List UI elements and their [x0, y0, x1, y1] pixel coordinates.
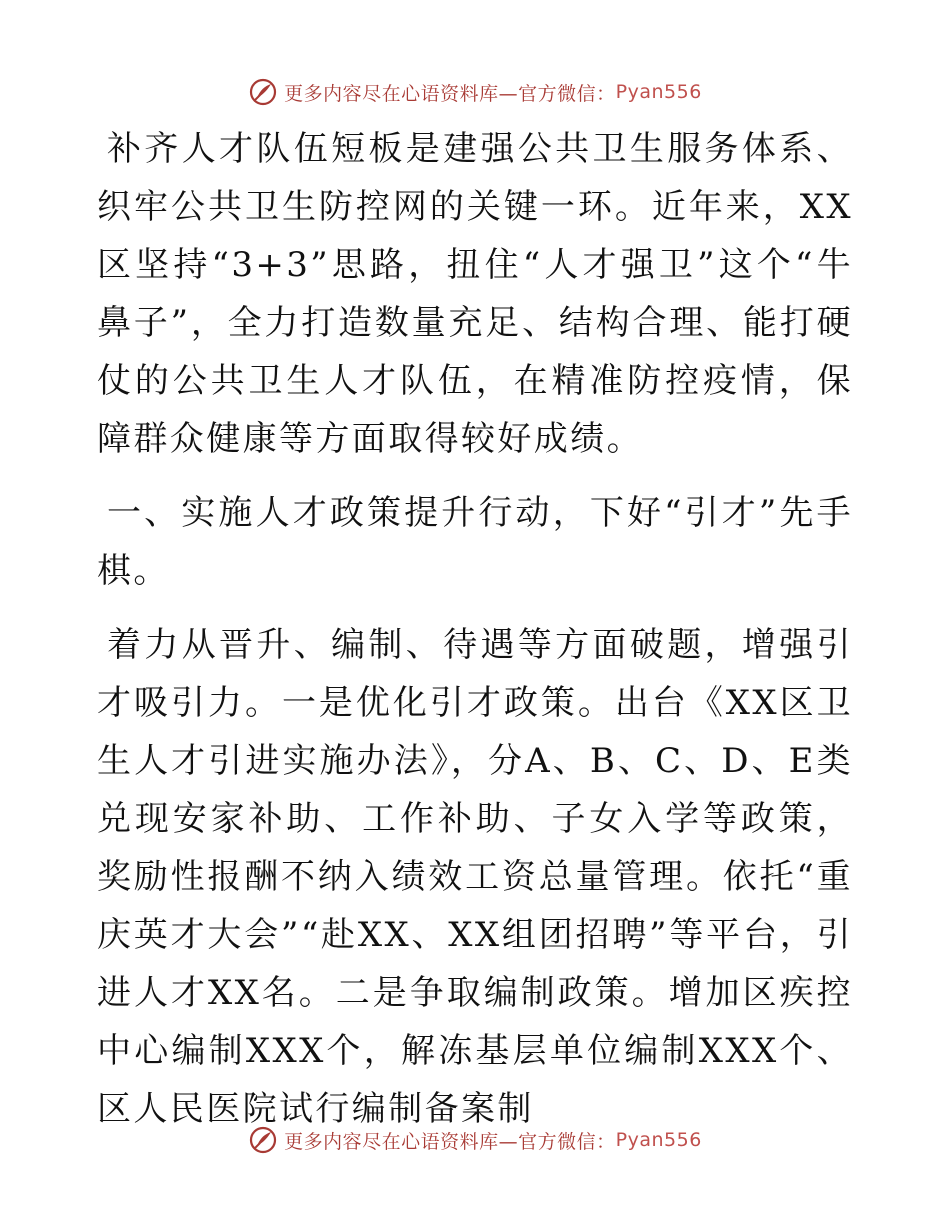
feather-pen-icon [248, 1125, 278, 1155]
watermark-text: 更多内容尽在心语资料库—官方微信： [284, 82, 616, 105]
document-body [97, 120, 853, 1138]
body-paragraph: 着力从晋升、编制、待遇等方面破题，增强引才吸引力。一是优化引才政策。出台《XX区卫生人才引进实施办法》，分A、B、C、D、E类兑现安家补助、工作补助、子女入学等政策，奖励性报酬不纳入绩效工资总量管理。依托“重庆英才大会”“赴XX、XX组团招聘”等平台，引进人才XX名。二是争取编制政策。增加区疾控中心编制XXX个，解冻基层单位编制XXX个、区人民医院试行编制备案制 [97, 625, 853, 1129]
watermark-account: Pyan556 [615, 81, 702, 103]
section-heading: 一、实施人才政策提升行动，下好“引才”先手棋。 [97, 493, 853, 591]
watermark-account: Pyan556 [615, 1129, 702, 1151]
footer-watermark [0, 1120, 950, 1160]
watermark-text: 更多内容尽在心语资料库—官方微信： [284, 1130, 616, 1153]
header-watermark [0, 72, 950, 112]
feather-pen-icon [248, 77, 278, 107]
intro-paragraph: 补齐人才队伍短板是建强公共卫生服务体系、织牢公共卫生防控网的关键一环。近年来，XX区坚持“3+3”思路，扭住“人才强卫”这个“牛鼻子”，全力打造数量充足、结构合理、能打硬仗的公共卫生人才队伍，在精准防控疫情，保障群众健康等方面取得较好成绩。 [97, 129, 853, 459]
